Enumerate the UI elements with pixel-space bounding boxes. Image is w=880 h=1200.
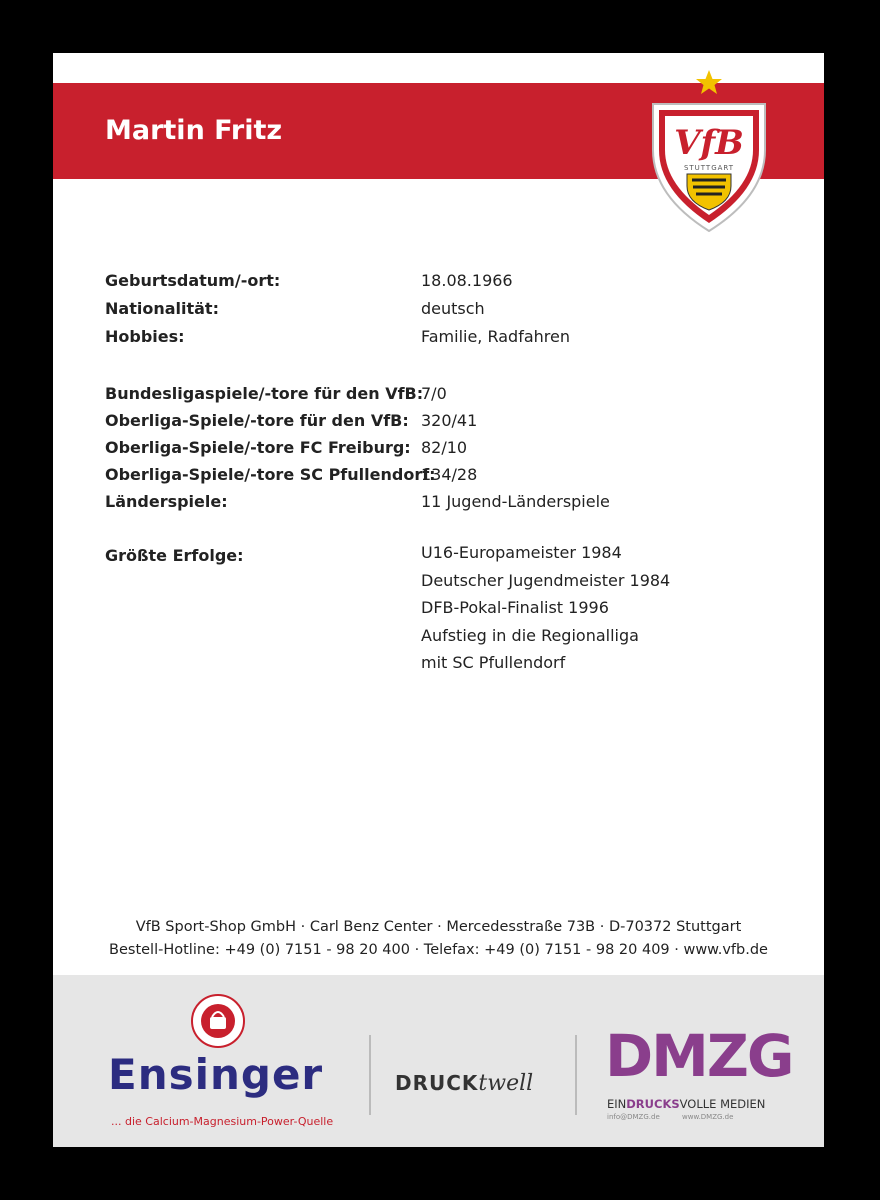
ensinger-seal-icon bbox=[190, 993, 246, 1049]
stat-row bbox=[105, 384, 785, 408]
success-item: Deutscher Jugendmeister 1984 bbox=[421, 570, 671, 590]
stat-value: 82/10 bbox=[421, 438, 468, 457]
stat-row bbox=[105, 411, 785, 435]
info-label: Nationalität: bbox=[105, 299, 219, 318]
stat-label: Länderspiele: bbox=[105, 492, 228, 511]
info-label: Hobbies: bbox=[105, 327, 185, 346]
player-name: Martin Fritz bbox=[105, 115, 283, 146]
stat-value: 134/28 bbox=[421, 465, 478, 484]
stat-label: Oberliga-Spiele/-tore SC Pfullendorf: bbox=[105, 465, 436, 484]
divider bbox=[369, 1035, 371, 1115]
address-line-1: VfB Sport-Shop GmbH · Carl Benz Center · Mercedesstraße 73B · D-70372 Stuttgart bbox=[135, 919, 742, 935]
address-line-2: Bestell-Hotline: +49 (0) 7151 - 98 20 400 · Telefax: +49 (0) 7151 - 98 20 409 · www.vfb.de bbox=[109, 942, 768, 958]
info-value: Familie, Radfahren bbox=[421, 327, 570, 346]
crest-subtext: STUTTGART bbox=[683, 164, 735, 172]
info-value: deutsch bbox=[421, 299, 485, 318]
info-value: 18.08.1966 bbox=[421, 271, 513, 290]
successes-label: Größte Erfolge: bbox=[105, 546, 244, 565]
success-item: Aufstieg in die Regionalliga bbox=[421, 625, 639, 645]
stat-label: Oberliga-Spiele/-tore für den VfB: bbox=[105, 411, 409, 430]
crest-text: VfB bbox=[674, 123, 744, 163]
stat-row bbox=[105, 465, 785, 489]
successes-list bbox=[421, 543, 670, 681]
info-row bbox=[105, 327, 785, 351]
sponsor-bar bbox=[53, 975, 824, 1147]
druck-bold: DRUCK bbox=[395, 1071, 479, 1095]
dmzg-contact: info@DMZG.de www.DMZG.de bbox=[607, 1113, 734, 1121]
stat-value: 11 Jugend-Länderspiele bbox=[421, 492, 610, 511]
stat-value: 7/0 bbox=[421, 384, 447, 403]
success-item: U16-Europameister 1984 bbox=[421, 543, 622, 562]
stat-row bbox=[105, 438, 785, 462]
stat-label: Oberliga-Spiele/-tore FC Freiburg: bbox=[105, 438, 411, 457]
druck-logo bbox=[395, 1071, 533, 1096]
ensinger-logo: Ensinger bbox=[108, 1050, 324, 1099]
ensinger-tagline: ... die Calcium-Magnesium-Power-Quelle bbox=[111, 1115, 334, 1128]
druck-script: twell bbox=[478, 1071, 534, 1096]
autograph-card bbox=[53, 53, 824, 1147]
stat-label: Bundesligaspiele/-tore für den VfB: bbox=[105, 384, 424, 403]
divider bbox=[575, 1035, 577, 1115]
stat-row bbox=[105, 492, 785, 516]
dmzg-tagline: EINDRUCKSVOLLE MEDIEN bbox=[607, 1097, 766, 1111]
info-row bbox=[105, 271, 785, 295]
stat-value: 320/41 bbox=[421, 411, 478, 430]
success-item: mit SC Pfullendorf bbox=[421, 653, 566, 672]
vfb-crest-icon bbox=[649, 68, 769, 233]
dmzg-logo: DMZG bbox=[605, 1022, 793, 1090]
info-row bbox=[105, 299, 785, 323]
success-item: DFB-Pokal-Finalist 1996 bbox=[421, 598, 609, 617]
info-label: Geburtsdatum/-ort: bbox=[105, 271, 281, 290]
